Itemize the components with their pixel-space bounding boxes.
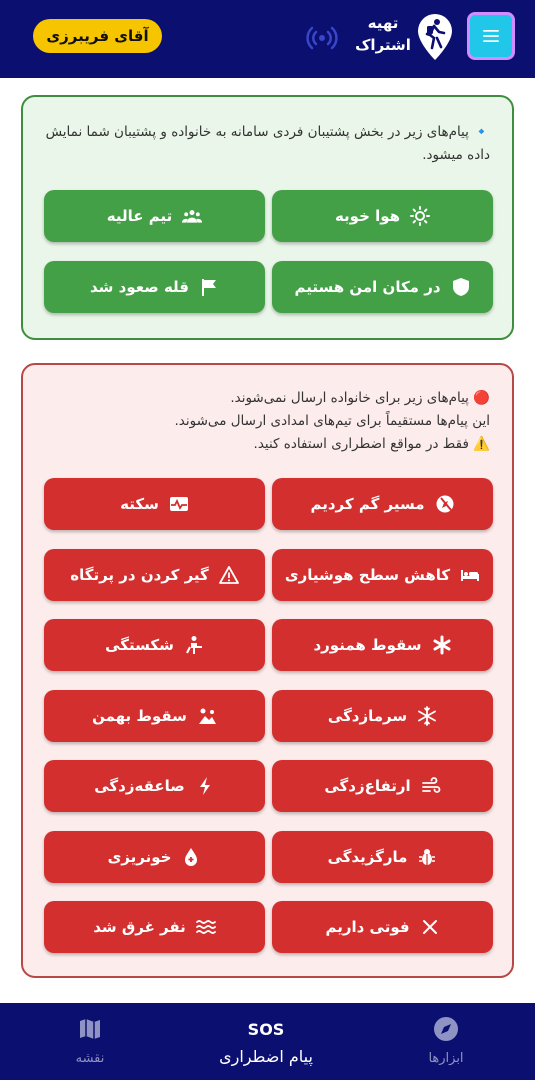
sun-icon xyxy=(410,206,430,226)
top-app-bar xyxy=(0,0,535,78)
signal-icon[interactable] xyxy=(306,22,338,54)
blood-drop-icon xyxy=(181,847,201,867)
button-label: نفر غرق شد xyxy=(93,918,186,936)
nav-sos-tab[interactable] xyxy=(196,1003,336,1080)
good-weather-button[interactable] xyxy=(272,190,493,242)
app-logo-text xyxy=(352,12,414,62)
lightning-strike-button[interactable] xyxy=(44,760,265,812)
button-label: شکستگی xyxy=(105,636,174,654)
flag-icon xyxy=(199,277,219,297)
avalanche-button[interactable] xyxy=(44,690,265,742)
snake-bite-button[interactable] xyxy=(272,831,493,883)
button-label: ارتفاع‌زدگی xyxy=(324,777,411,795)
fatality-button[interactable] xyxy=(272,901,493,953)
sos-icon-text: SOS xyxy=(247,1020,285,1039)
shield-icon xyxy=(451,277,471,297)
button-label: سکته xyxy=(120,495,159,513)
water-icon xyxy=(196,917,216,937)
avalanche-icon xyxy=(197,706,217,726)
family-messages-card xyxy=(21,95,514,340)
bed-icon xyxy=(460,565,480,585)
altitude-sickness-button[interactable] xyxy=(272,760,493,812)
frostbite-button[interactable] xyxy=(272,690,493,742)
button-label: کاهش سطح هوشیاری xyxy=(284,566,451,584)
heart-pulse-icon xyxy=(169,494,189,514)
fracture-button[interactable] xyxy=(44,619,265,671)
nav-tools-label: ابزارها xyxy=(428,1051,464,1066)
drowning-button[interactable] xyxy=(44,901,265,953)
team-icon xyxy=(182,206,202,226)
bleeding-button[interactable] xyxy=(44,831,265,883)
x-mark-icon xyxy=(420,917,440,937)
nav-sos-label: پیام اضطراری xyxy=(219,1047,313,1066)
bug-icon xyxy=(417,847,437,867)
climber-fall-button[interactable] xyxy=(272,619,493,671)
summit-reached-button[interactable] xyxy=(44,261,265,313)
injured-person-icon xyxy=(184,635,204,655)
snowflake-icon xyxy=(417,706,437,726)
emergency-messages-card xyxy=(21,363,514,978)
lost-route-button[interactable] xyxy=(272,478,493,530)
emergency-info-line-1: 🔴 پیام‌های زیر برای خانواده ارسال نمی‌شوند. xyxy=(230,390,490,406)
emergency-info-text xyxy=(42,387,490,456)
button-label: گیر کردن در پرتگاه xyxy=(70,566,209,584)
reduced-consciousness-button[interactable] xyxy=(272,549,493,601)
logo-line-1: تهیه xyxy=(367,14,399,32)
nav-map-label: نقشه xyxy=(75,1051,105,1066)
button-label: خونریزی xyxy=(107,848,172,866)
map-icon xyxy=(78,1017,102,1041)
great-team-button[interactable] xyxy=(44,190,265,242)
hiker-logo-icon xyxy=(416,12,454,62)
button-label: صاعقه‌زدگی xyxy=(94,777,185,795)
nav-map-tab[interactable] xyxy=(48,1003,132,1080)
family-info-text: 🔹 پیام‌های زیر در بخش پشتیبان فردی سامانه به خانواده و پشتیبان شما نمایش داده میشود. xyxy=(45,124,490,163)
stuck-on-cliff-button[interactable] xyxy=(44,549,265,601)
nav-tools-tab[interactable] xyxy=(404,1003,488,1080)
button-label: قله صعود شد xyxy=(90,278,189,296)
button-label: مسیر گم کردیم xyxy=(310,495,425,513)
asterisk-icon xyxy=(432,635,452,655)
warning-icon xyxy=(219,565,239,585)
lightning-icon xyxy=(195,776,215,796)
menu-button[interactable] xyxy=(467,12,515,60)
button-label: تیم عالیه xyxy=(106,207,173,225)
bottom-navigation xyxy=(0,1003,535,1080)
stroke-button[interactable] xyxy=(44,478,265,530)
logo-line-2: اشتراک xyxy=(355,36,411,54)
compass-icon xyxy=(433,1016,459,1042)
emergency-info-line-3: ⚠️ فقط در مواقع اضطراری استفاده کنید. xyxy=(253,436,490,452)
lost-route-icon xyxy=(435,494,455,514)
user-name-badge[interactable]: آقای فریبرزی xyxy=(33,19,162,53)
safe-place-button[interactable] xyxy=(272,261,493,313)
button-label: سقوط بهمن xyxy=(92,707,187,725)
button-label: سقوط همنورد xyxy=(313,636,422,654)
wind-icon xyxy=(421,776,441,796)
button-label: هوا خوبه xyxy=(334,207,401,225)
emergency-info-line-2: این پیام‌ها مستقیماً برای تیم‌های امدادی ارسال می‌شوند. xyxy=(174,413,490,429)
button-label: فوتی داریم xyxy=(325,918,410,936)
button-label: در مکان امن هستیم xyxy=(294,278,441,296)
hamburger-icon xyxy=(483,30,499,42)
button-label: سرمازدگی xyxy=(327,707,408,725)
button-label: مارگزیدگی xyxy=(327,848,408,866)
